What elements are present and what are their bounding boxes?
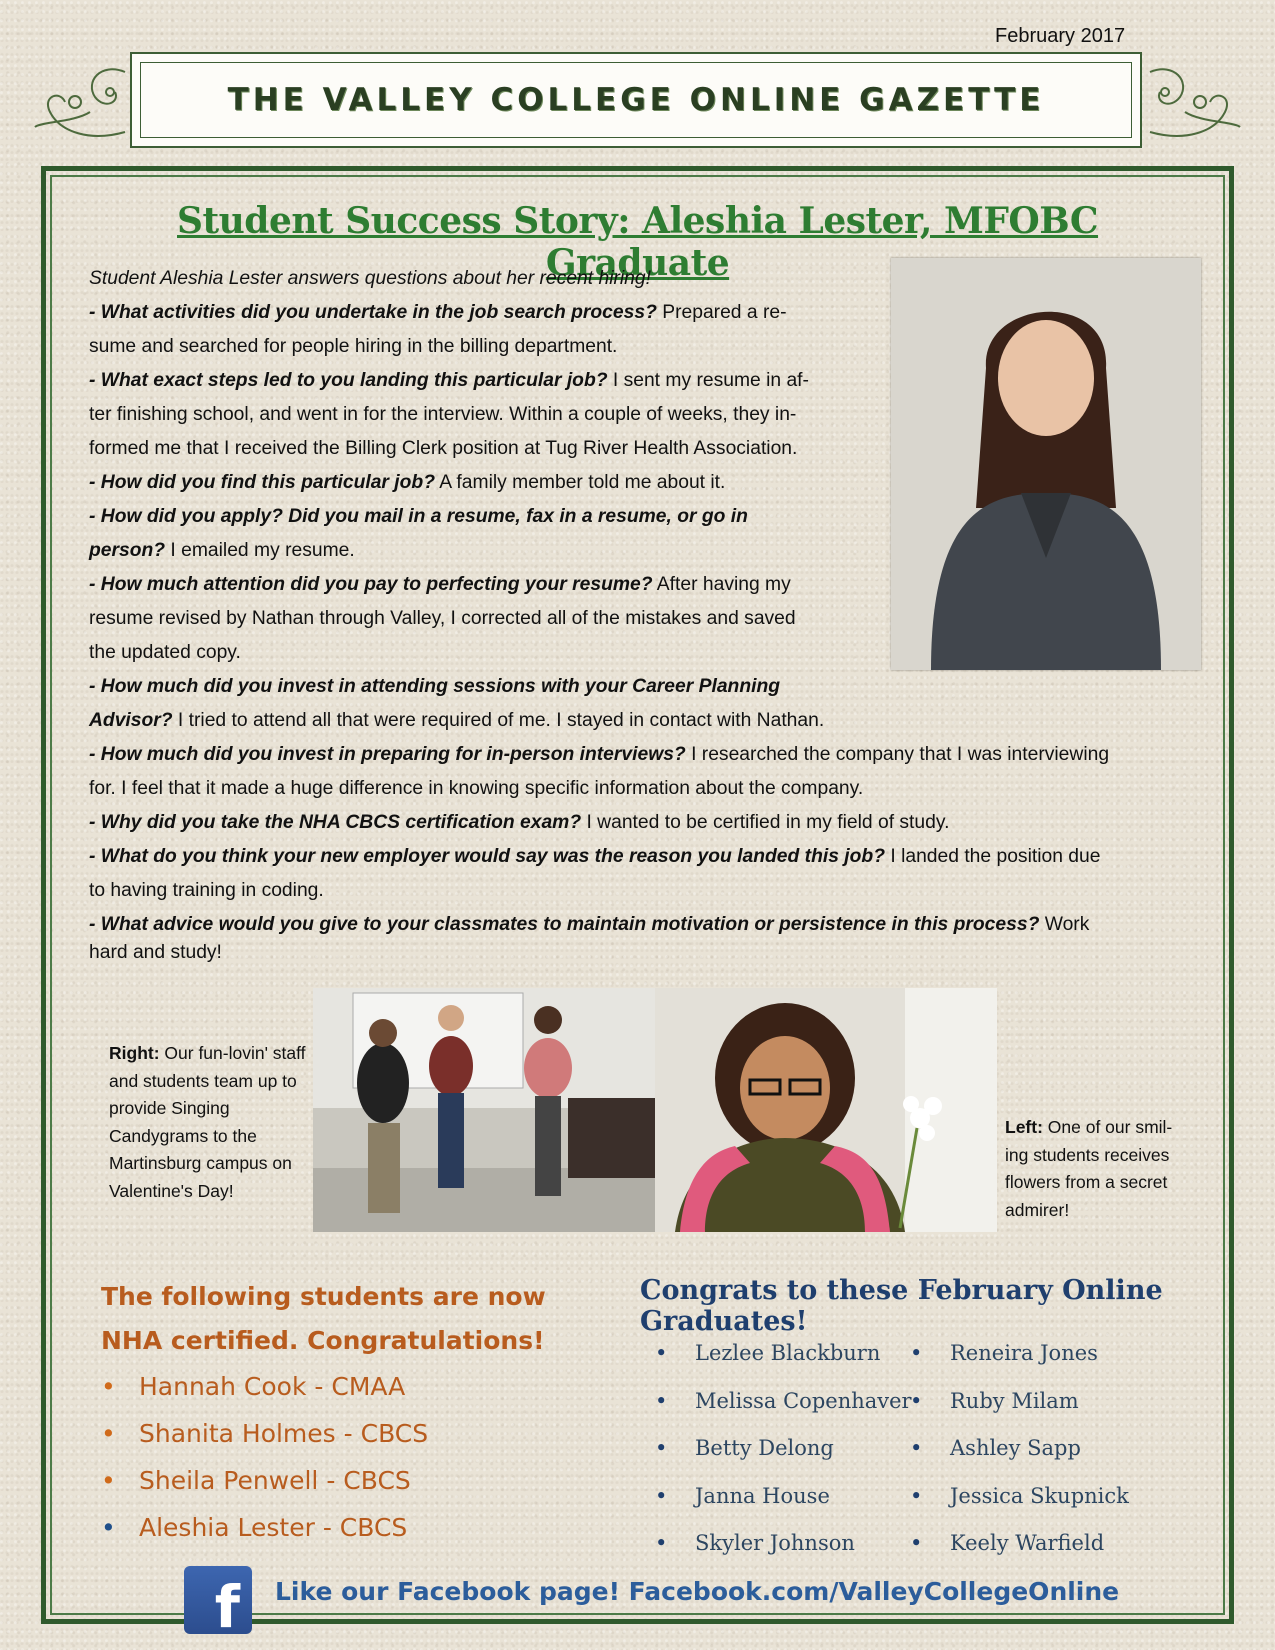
smiling-student-photo <box>655 988 997 1232</box>
story-line: - How did you find this particular job? A family member told me about it. <box>89 472 726 493</box>
masthead <box>130 52 1142 148</box>
story-line: the updated copy. <box>89 642 241 663</box>
masthead-title: THE VALLEY COLLEGE ONLINE GAZETTE <box>227 82 1045 118</box>
nha-certified-heading: The following students are now NHA certified. Congratulations! <box>101 1282 546 1355</box>
nha-certified-list <box>101 1363 428 1551</box>
candygram-group-photo <box>313 988 655 1232</box>
list-item: • Janna House <box>655 1483 830 1508</box>
issue-date: February 2017 <box>995 25 1126 47</box>
list-item: • Shanita Holmes - CBCS <box>101 1419 429 1448</box>
ornament-left-icon <box>30 52 130 148</box>
story-line: - How did you apply? Did you mail in a resume, fax in a resume, or go in <box>89 506 748 527</box>
story-line: resume revised by Nathan through Valley, I corrected all of the mistakes and saved <box>89 608 796 629</box>
story-line: - How much did you invest in preparing for in-person interviews? I researched the company that I was interviewing <box>89 744 1110 765</box>
story-line: hard and study! <box>89 942 222 963</box>
story-line: sume and searched for people hiring in the billing department. <box>89 336 618 357</box>
graduates-list-col2 <box>910 1330 1129 1568</box>
story-line: for. I feel that it made a huge difference in knowing specific information about the company. <box>89 778 864 799</box>
caption-staff-photo: Right: Our fun-lovin' staff and students team up to provide Singing Candygrams to the Martinsburg campus on Valentine's Day! <box>109 1043 306 1201</box>
story-line: - What do you think your new employer would say was the reason you landed this job? I landed the position due <box>89 846 1101 867</box>
list-item: • Keely Warfield <box>910 1531 1105 1555</box>
story-line: person? I emailed my resume. <box>89 540 355 561</box>
story-line: formed me that I received the Billing Clerk position at Tug River Health Association. <box>89 438 798 459</box>
story-line: Advisor? I tried to attend all that were required of me. I stayed in contact with Nathan. <box>89 710 825 731</box>
story-line: - How much did you invest in attending sessions with your Career Planning <box>89 676 781 697</box>
list-item: • Sheila Penwell - CBCS <box>101 1466 411 1495</box>
story-body <box>89 262 1109 964</box>
story-line: to having training in coding. <box>89 880 324 901</box>
list-item: • Ruby Milam <box>910 1388 1079 1413</box>
story-line: - Why did you take the NHA CBCS certification exam? I wanted to be certified in my field of study. <box>89 812 950 833</box>
list-item: • Jessica Skupnick <box>910 1483 1129 1508</box>
facebook-link[interactable]: Like our Facebook page! Facebook.com/ValleyCollegeOnline <box>275 1577 1120 1606</box>
list-item: • Betty Delong <box>655 1436 834 1460</box>
list-item: • Ashley Sapp <box>910 1436 1081 1460</box>
caption-student-photo: Left: One of our smil-ing students receives flowers from a secret admirer! <box>1005 1117 1173 1220</box>
graduates-heading: Congrats to these February Online Graduates! <box>640 1275 1163 1337</box>
story-line: ter finishing school, and went in for the interview. Within a couple of weeks, they in- <box>89 404 797 425</box>
list-item: • Lezlee Blackburn <box>655 1341 881 1365</box>
story-line: - What activities did you undertake in the job search process? Prepared a re- <box>89 302 787 323</box>
story-line: - How much attention did you pay to perfecting your resume? After having my <box>89 574 791 595</box>
list-item: • Hannah Cook - CMAA <box>101 1372 406 1401</box>
list-item: • Melissa Copenhaver <box>655 1388 912 1413</box>
graduates-list-col1 <box>655 1330 912 1568</box>
story-lead: Student Aleshia Lester answers questions about her recent hiring! <box>89 268 651 289</box>
facebook-icon[interactable]: f <box>184 1566 252 1634</box>
list-item: • Reneira Jones <box>910 1341 1098 1365</box>
story-headline: Student Success Story: Aleshia Lester, MFOBC Graduate <box>177 200 1098 284</box>
story-line: - What exact steps led to you landing this particular job? I sent my resume in af- <box>89 370 809 391</box>
masthead-inner-border <box>140 62 1132 138</box>
story-line: - What advice would you give to your classmates to maintain motivation or persistence in this process? Work <box>89 914 1090 935</box>
list-item: • Skyler Johnson <box>655 1531 855 1555</box>
list-item: • Aleshia Lester - CBCS <box>101 1513 408 1542</box>
ornament-right-icon <box>1145 52 1245 148</box>
